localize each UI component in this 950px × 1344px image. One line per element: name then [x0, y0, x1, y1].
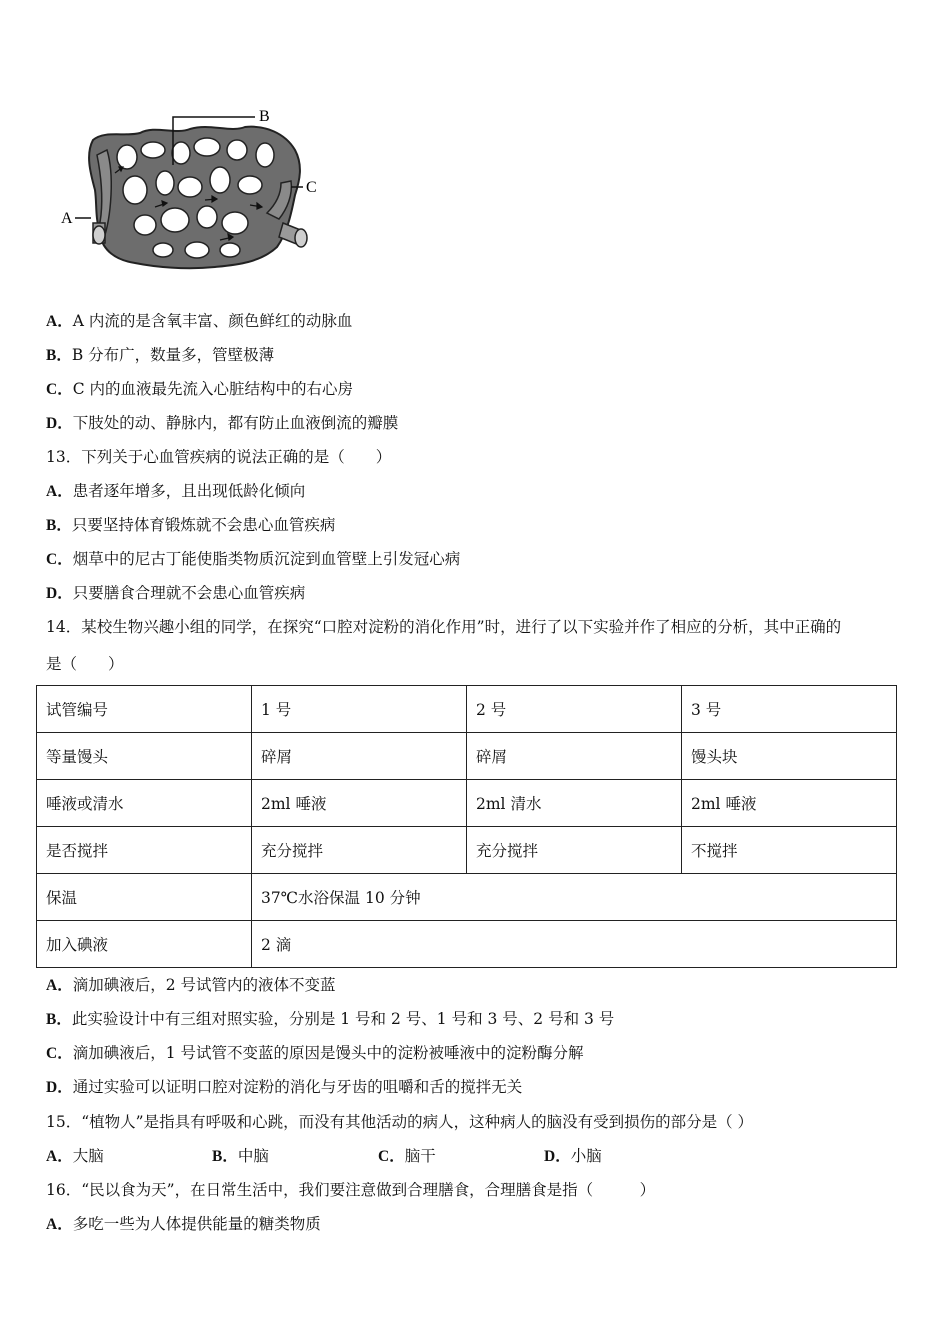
- q14-option-d: D．通过实验可以证明口腔对淀粉的消化与牙齿的咀嚼和舌的搅拌无关: [46, 1078, 523, 1096]
- q14-stem-line1: 14．某校生物兴趣小组的同学，在探究“口腔对淀粉的消化作用”时，进行了以下实验并作了相应的分析，其中正确的: [46, 618, 842, 636]
- q16-option-a: A．多吃一些为人体提供能量的糖类物质: [46, 1215, 321, 1233]
- table-row: [37, 733, 897, 780]
- q15-stem: 15．“植物人”是指具有呼吸和心跳，而没有其他活动的病人，这种病人的脑没有受到损伤的部分是（ ）: [46, 1113, 754, 1131]
- table-cell: 2 滴: [252, 921, 897, 968]
- table-cell: 等量馒头: [37, 733, 252, 780]
- label-a: A: [61, 210, 73, 227]
- q16-stem: 16．“民以食为天”，在日常生活中，我们要注意做到合理膳食，合理膳食是指（ ）: [46, 1181, 656, 1199]
- q12-option-b: B．B 分布广，数量多，管壁极薄: [46, 346, 275, 364]
- q12-option-c: C．C 内的血液最先流入心脏结构中的右心房: [46, 380, 353, 398]
- q13-stem: 13．下列关于心血管疾病的说法正确的是（ ）: [46, 448, 392, 466]
- q15-option-a: A．大脑: [46, 1147, 104, 1165]
- table-cell: 加入碘液: [37, 921, 252, 968]
- label-c: C: [306, 179, 317, 196]
- table-cell: 充分搅拌: [252, 827, 467, 874]
- table-cell: 试管编号: [37, 686, 252, 733]
- table-cell: 唾液或清水: [37, 780, 252, 827]
- table-cell: 37℃水浴保温 10 分钟: [252, 874, 897, 921]
- table-cell: 保温: [37, 874, 252, 921]
- label-b: B: [259, 108, 270, 125]
- table-row: [37, 874, 897, 921]
- q12-option-d: D．下肢处的动、静脉内，都有防止血液倒流的瓣膜: [46, 414, 399, 432]
- table-cell: 碎屑: [252, 733, 467, 780]
- q14-option-b: B．此实验设计中有三组对照实验，分别是 1 号和 2 号、1 号和 3 号、2 号和 3 号: [46, 1010, 615, 1028]
- table-row: [37, 827, 897, 874]
- table-cell: 2ml 唾液: [252, 780, 467, 827]
- table-cell: 不搅拌: [682, 827, 897, 874]
- table-cell: 1 号: [252, 686, 467, 733]
- q15-option-d: D．小脑: [544, 1147, 602, 1165]
- table-cell: 充分搅拌: [467, 827, 682, 874]
- table-cell: 2ml 唾液: [682, 780, 897, 827]
- capillary-network-drawing: [89, 127, 307, 269]
- table-cell: 馒头块: [682, 733, 897, 780]
- table-row: [37, 780, 897, 827]
- capillary-network-figure: [55, 95, 335, 280]
- q14-stem-line2: 是（ ）: [46, 655, 124, 673]
- q13-option-c: C．烟草中的尼古丁能使脂类物质沉淀到血管壁上引发冠心病: [46, 550, 461, 568]
- experiment-table: [36, 685, 897, 968]
- q15-option-b: B．中脑: [212, 1147, 269, 1165]
- table-header-row: [37, 686, 897, 733]
- q13-option-a: A．患者逐年增多，且出现低龄化倾向: [46, 482, 306, 500]
- table-cell: 碎屑: [467, 733, 682, 780]
- table-row: [37, 921, 897, 968]
- q13-option-d: D．只要膳食合理就不会患心血管疾病: [46, 584, 306, 602]
- table-cell: 是否搅拌: [37, 827, 252, 874]
- q15-option-c: C．脑干: [378, 1147, 436, 1165]
- q14-option-a: A．滴加碘液后，2 号试管内的液体不变蓝: [46, 976, 336, 994]
- table-cell: 3 号: [682, 686, 897, 733]
- q14-option-c: C．滴加碘液后，1 号试管不变蓝的原因是馒头中的淀粉被唾液中的淀粉酶分解: [46, 1044, 584, 1062]
- q12-option-a: A．A 内流的是含氧丰富、颜色鲜红的动脉血: [46, 312, 353, 330]
- table-cell: 2ml 清水: [467, 780, 682, 827]
- table-cell: 2 号: [467, 686, 682, 733]
- q13-option-b: B．只要坚持体育锻炼就不会患心血管疾病: [46, 516, 336, 534]
- q15-options: [46, 1146, 602, 1167]
